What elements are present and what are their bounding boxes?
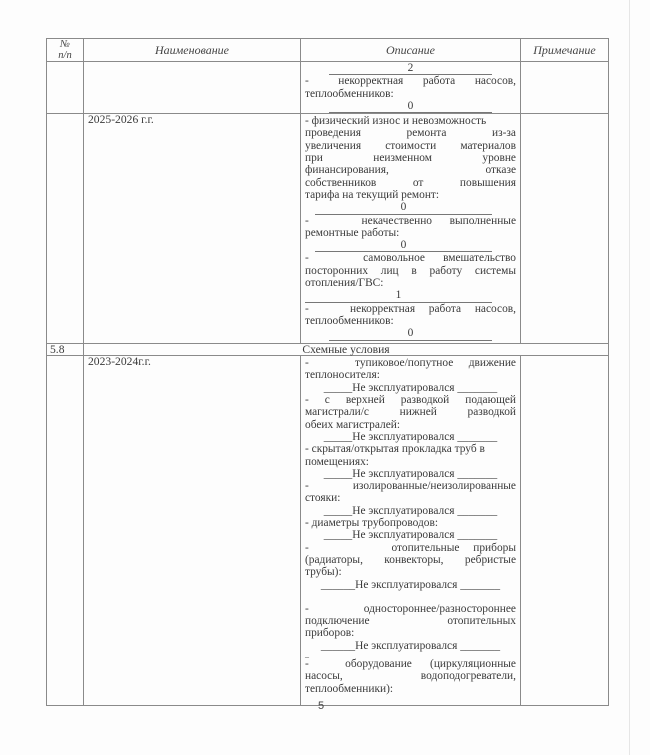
- row-name: 2025-2026 г.г.: [84, 114, 301, 344]
- item-text: - одностороннее/разностороннее: [305, 602, 516, 615]
- header-note: Примечание: [521, 39, 609, 62]
- item-text: - некорректная работа насосов,: [305, 75, 516, 88]
- table-row: [47, 114, 609, 344]
- item-text: - скрытая/открытая прокладка труб в: [305, 443, 485, 456]
- value-field: 0: [315, 239, 492, 252]
- item-text: - оборудование (циркуляционные: [305, 658, 516, 671]
- value-field: _____Не эксплуатировался _______: [323, 381, 498, 394]
- header-description: Описание: [301, 39, 521, 62]
- row-description: - физический износ и невозможность проведения ремонта из-за увеличения стоимости материалов при неизменном уровне финансирования, отказе собственников от повышения тарифа на текущий ремонт: 0 - некачественно выполненные ремонтные работы: 0 - самовольное вмешательство посторонних лиц в работу системы отопления/ГВС: 1 - некорректная работа насосов, теплообменников: 0: [301, 114, 521, 344]
- item-text: - некачественно выполненные: [305, 214, 516, 227]
- description-table: [46, 38, 609, 706]
- row-name: 2023-2024г.г.: [84, 356, 301, 706]
- item-text: - диаметры трубопроводов:: [305, 517, 439, 530]
- value-field: ______Не эксплуатировался _______: [320, 578, 501, 591]
- value-field: _____Не эксплуатировался _______: [323, 504, 498, 517]
- table-row: [47, 356, 609, 706]
- value-field: 0: [329, 327, 492, 340]
- row-description: [301, 62, 521, 114]
- row-description: - тупиковое/попутное движение теплоносителя: _____Не эксплуатировался _______ - с верхней разводкой подающей магистрали/с нижней разводкой обеих магистралей: _____Не эксплуатировался _______ - скрытая/открытая прокладка труб в помещениях: _____Не эксплуатировался _______ - изолированные/неизолированные стояки: _____Не эксплуатировался _______ - диаметры трубопроводов: _____Не эксплуатировался _______ - отопительные приборы (радиаторы, конвекторы, ребристые трубы): ______Не эксплуатировался _______ - одностороннее/разностороннее подключение отопительных приборов: ______Не эксплуатировался _______ _ - оборудование (циркуляционные насосы, водоподогреватели, теплообменники):: [301, 356, 521, 706]
- row-note: [521, 62, 609, 114]
- item-text: - некорректная работа насосов,: [305, 302, 516, 315]
- value-field: _____Не эксплуатировался _______: [323, 430, 498, 443]
- row-note: [521, 356, 609, 706]
- table-row: [47, 62, 609, 114]
- table-header-row: [47, 39, 609, 62]
- item-text: - физический износ и невозможность: [305, 115, 487, 128]
- value-field: _____Не эксплуатировался _______: [323, 529, 498, 542]
- item-text: - с верхней разводкой подающей: [305, 394, 516, 407]
- row-number: [47, 356, 84, 706]
- item-text: - изолированные/неизолированные: [305, 480, 516, 493]
- value-field: ______Не эксплуатировался _______: [320, 639, 501, 652]
- section-title: Схемные условия: [84, 344, 609, 356]
- item-text-cont: теплообменников:: [305, 87, 394, 100]
- value-field: 0: [315, 201, 492, 214]
- header-name: Наименование: [84, 39, 301, 62]
- row-name: [84, 62, 301, 114]
- row-note: [521, 114, 609, 344]
- item-text: - тупиковое/попутное движение: [305, 357, 516, 370]
- row-number: [47, 62, 84, 114]
- value-field: 2: [329, 62, 492, 75]
- page-number: 5: [318, 700, 325, 712]
- section-number: 5.8: [47, 344, 84, 356]
- value-field: 1: [305, 289, 492, 302]
- value-field: _____Не эксплуатировался _______: [323, 467, 498, 480]
- item-text: - самовольное вмешательство: [305, 252, 516, 265]
- item-text: - отопительные приборы: [305, 541, 516, 554]
- scan-edge-line: [629, 0, 630, 755]
- section-row: [47, 344, 609, 356]
- header-number: № п/п: [47, 39, 84, 62]
- row-number: [47, 114, 84, 344]
- value-field: 0: [329, 100, 492, 113]
